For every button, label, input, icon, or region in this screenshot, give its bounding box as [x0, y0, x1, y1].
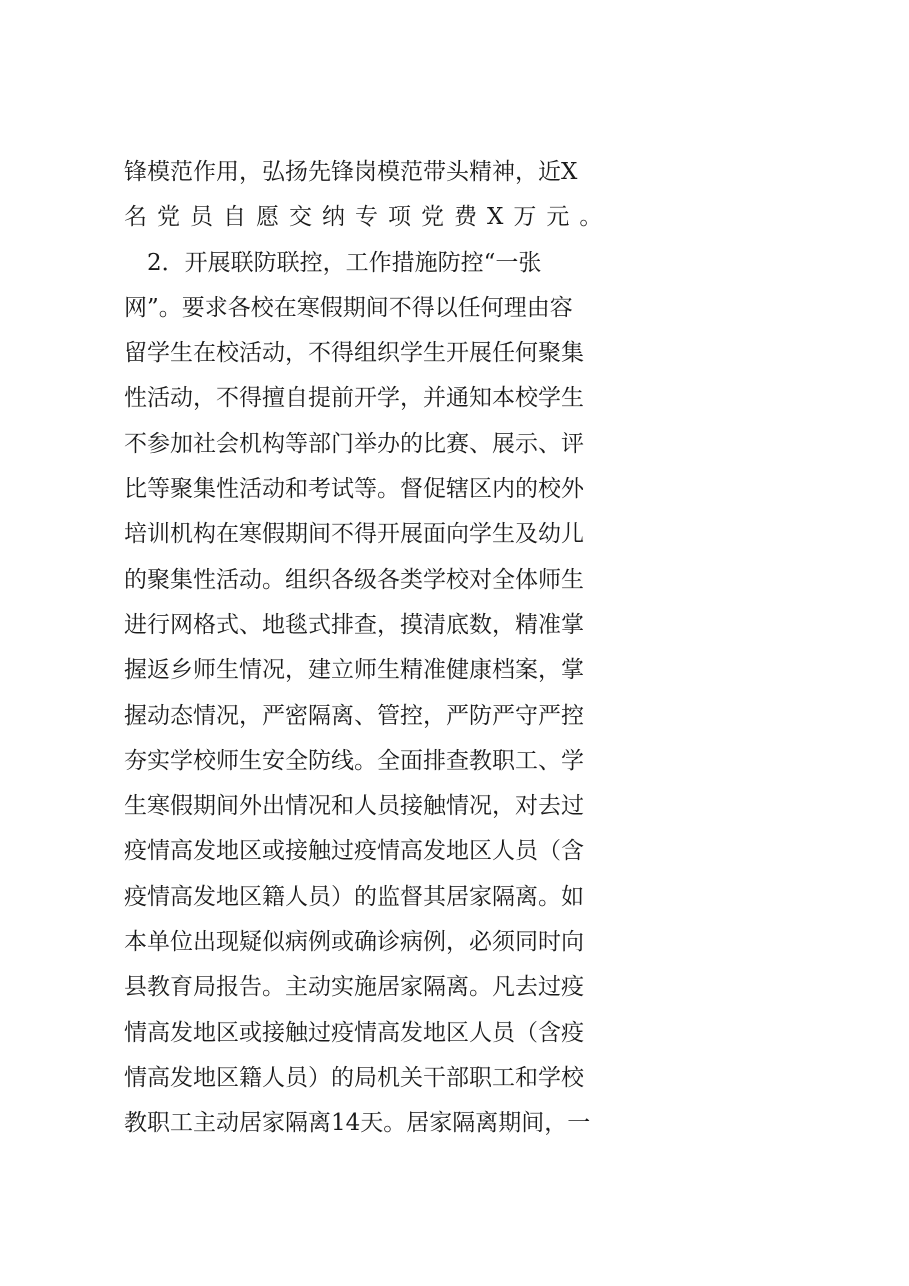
text-line: 不参加社会机构等部门举办的比赛、展示、评 [124, 430, 584, 457]
text-line: 培训机构在寒假期间不得开展面向学生及幼儿 [124, 521, 584, 548]
text-line: 夯实学校师生安全防线。全面排查教职工、学 [124, 747, 584, 774]
text-line: 2．开展联防联控，工作措施防控“一张 [124, 249, 542, 276]
text-line: 教职工主动居家隔离14天。居家隔离期间，一 [124, 1110, 591, 1137]
text-line: 网”。要求各校在寒假期间不得以任何理由容 [124, 294, 573, 321]
text-line: 疫情高发地区或接触过疫情高发地区人员（含 [124, 838, 584, 865]
text-line: 的聚集性活动。组织各级各类学校对全体师生 [124, 566, 584, 593]
text-line: 进行网格式、地毯式排查，摸清底数，精准掌 [124, 611, 584, 638]
text-line: 性活动，不得擅自提前开学，并通知本校学生 [124, 385, 584, 412]
text-line: 留学生在校活动，不得组织学生开展任何聚集 [124, 340, 584, 367]
text-line: 握返乡师生情况，建立师生精准健康档案，掌 [124, 657, 584, 684]
text-line: 生寒假期间外出情况和人员接触情况，对去过 [124, 793, 584, 820]
text-line: 比等聚集性活动和考试等。督促辖区内的校外 [124, 476, 584, 503]
text-line: 县教育局报告。主动实施居家隔离。凡去过疫 [124, 974, 584, 1001]
text-line: 情高发地区籍人员）的局机关干部职工和学校 [124, 1064, 584, 1091]
text-line: 本单位出现疑似病例或确诊病例，必须同时向 [124, 929, 584, 956]
text-line: 疫情高发地区籍人员）的监督其居家隔离。如 [124, 883, 584, 910]
document-body [124, 150, 792, 1147]
text-line: 握动态情况，严密隔离、管控，严防严守严控 [124, 702, 584, 729]
text-line: 名党员自愿交纳专项党费X万元。 [124, 204, 613, 231]
text-line: 锋模范作用，弘扬先锋岗模范带头精神，近X [124, 159, 578, 185]
text-line: 情高发地区或接触过疫情高发地区人员（含疫 [124, 1019, 584, 1046]
